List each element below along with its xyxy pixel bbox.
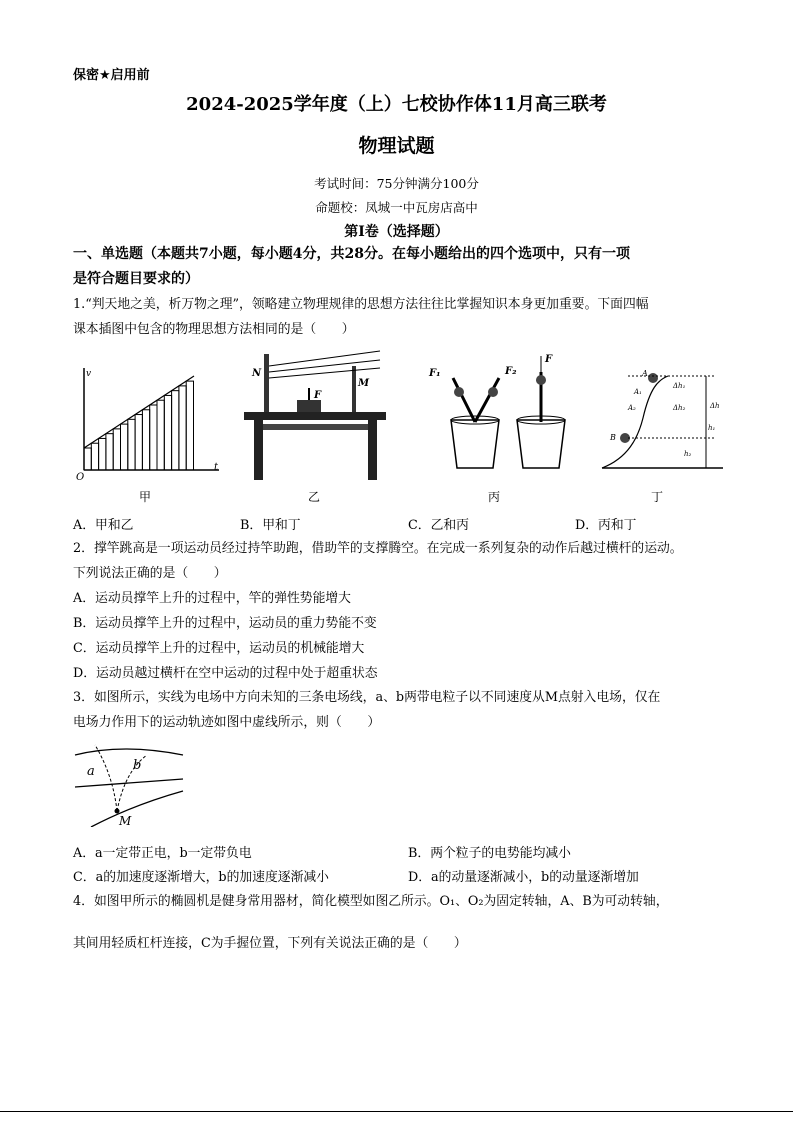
- question-4-line-1: 4．如图甲所示的椭圆机是健身常用器材，简化模型如图乙所示。O₁、O₂为固定转轴，A、B为可动转轴，: [73, 894, 669, 909]
- step-bar: [121, 424, 128, 470]
- step-bar: [106, 434, 113, 470]
- caption-jia: 甲: [139, 490, 152, 504]
- section-heading: [73, 242, 733, 292]
- fig-label-a1: A₁: [634, 388, 642, 396]
- fig-label-f2: F₂: [505, 366, 517, 377]
- exam-info: 考试时间：75分钟满分100分: [314, 176, 479, 191]
- figure-electric-field: [73, 735, 185, 827]
- fig-label-b: B: [610, 433, 616, 442]
- q1-option-b: B．甲和丁: [240, 518, 301, 533]
- fig-label-a-particle: a: [87, 764, 95, 779]
- fig-label-h1: h₁: [708, 424, 716, 432]
- q1-option-d: D．丙和丁: [575, 518, 637, 533]
- figure-bing: [425, 350, 575, 475]
- fig-label-m-point: M: [119, 814, 132, 827]
- q3-line-1: 3．如图所示，实线为电场中方向未知的三条电场线，a、b两带电粒子以不同速度从M点射入电场，仅在: [73, 690, 661, 705]
- fig-label-n: N: [252, 368, 262, 379]
- fig-label-dh: Δh: [710, 402, 720, 410]
- question-3: [73, 685, 733, 735]
- exam-title: 2024-2025学年度（上）七校协作体11月高三联考: [186, 94, 607, 115]
- q1-line-2: 课本插图中包含的物理思想方法相同的是（ ）: [73, 322, 355, 337]
- section-line-1: 一、单选题（本题共7小题，每小题4分，共28分。在每小题给出的四个选项中，只有一项: [73, 246, 630, 262]
- caption-bing: 丙: [488, 490, 501, 504]
- confidential-label: 保密★启用前: [73, 68, 150, 83]
- q1-line-1: 1.“判天地之美，析万物之理”，领略建立物理规律的思想方法往往比掌握知识本身更加重要。下面四幅: [73, 297, 649, 312]
- step-bar: [172, 391, 179, 470]
- step-bar: [179, 386, 186, 470]
- figure-yi: [240, 346, 390, 486]
- fig-label-f-c: F: [545, 354, 553, 365]
- step-bar: [91, 443, 98, 470]
- q3-option-a: A．a一定带正电，b一定带负电: [73, 846, 252, 861]
- step-bar: [142, 410, 149, 470]
- q2-line-2: 下列说法正确的是（ ）: [73, 566, 227, 581]
- question-2: [73, 536, 733, 686]
- step-bar: [150, 405, 157, 470]
- fig-label-m: M: [358, 378, 370, 389]
- step-bar: [113, 429, 120, 470]
- fig-label-f1: F₁: [429, 368, 441, 379]
- step-bar: [128, 419, 135, 470]
- fig-label-t: t: [214, 462, 219, 473]
- q2-option-a: A．运动员撑竿上升的过程中，竿的弹性势能增大: [73, 591, 351, 606]
- caption-ding: 丁: [651, 490, 664, 504]
- step-bar: [186, 381, 193, 470]
- fig-label-h2: h₂: [684, 450, 692, 458]
- step-bar: [99, 438, 106, 470]
- caption-yi: 乙: [308, 490, 321, 504]
- fig-label-a: A: [642, 369, 648, 378]
- question-1: [73, 292, 733, 342]
- q1-option-c: C．乙和丙: [408, 518, 469, 533]
- q2-option-b: B．运动员撑竿上升的过程中，运动员的重力势能不变: [73, 616, 377, 631]
- figure-ding: [598, 368, 728, 476]
- fig-label-v: v: [86, 369, 92, 379]
- fig-label-b-particle: b: [133, 758, 142, 773]
- fig-label-dh1: Δh₁: [673, 382, 686, 390]
- step-bar: [135, 415, 142, 470]
- q2-option-d: D．运动员越过横杆在空中运动的过程中处于超重状态: [73, 666, 378, 681]
- fig-label-a2: A₂: [628, 404, 636, 412]
- q2-option-c: C．运动员撑竿上升的过程中，运动员的机械能增大: [73, 641, 365, 656]
- page-bottom-border: [0, 1111, 793, 1112]
- fig-label-o: O: [76, 472, 85, 483]
- school-info: 命题校：凤城一中瓦房店高中: [315, 200, 478, 215]
- fig-label-f: F: [314, 390, 322, 401]
- q3-option-d: D．a的动量逐渐减小，b的动量逐渐增加: [408, 870, 639, 885]
- step-bar: [157, 400, 164, 470]
- question-4-line-2: 其间用轻质杠杆连接，C为手握位置，下列有关说法正确的是（ ）: [73, 936, 467, 951]
- fig-label-dh2: Δh₂: [673, 404, 686, 412]
- step-bar: [84, 448, 91, 470]
- section-line-2: 是符合题目要求的）: [73, 271, 199, 287]
- q1-option-a: A．甲和乙: [73, 518, 134, 533]
- q2-line-1: 2．撑竿跳高是一项运动员经过持竿助跑，借助竿的支撑腾空。在完成一系列复杂的动作后越过横杆的运动。: [73, 541, 683, 556]
- q3-option-c: C．a的加速度逐渐增大，b的加速度逐渐减小: [73, 870, 329, 885]
- q3-option-b: B．两个粒子的电势能均减小: [408, 846, 571, 861]
- figure-jia: [74, 366, 224, 484]
- part-heading: 第Ⅰ卷（选择题）: [344, 224, 449, 240]
- subject-title: 物理试题: [358, 135, 435, 157]
- q3-line-2: 电场力作用下的运动轨迹如图中虚线所示，则（ ）: [73, 715, 381, 730]
- step-bar: [164, 395, 171, 470]
